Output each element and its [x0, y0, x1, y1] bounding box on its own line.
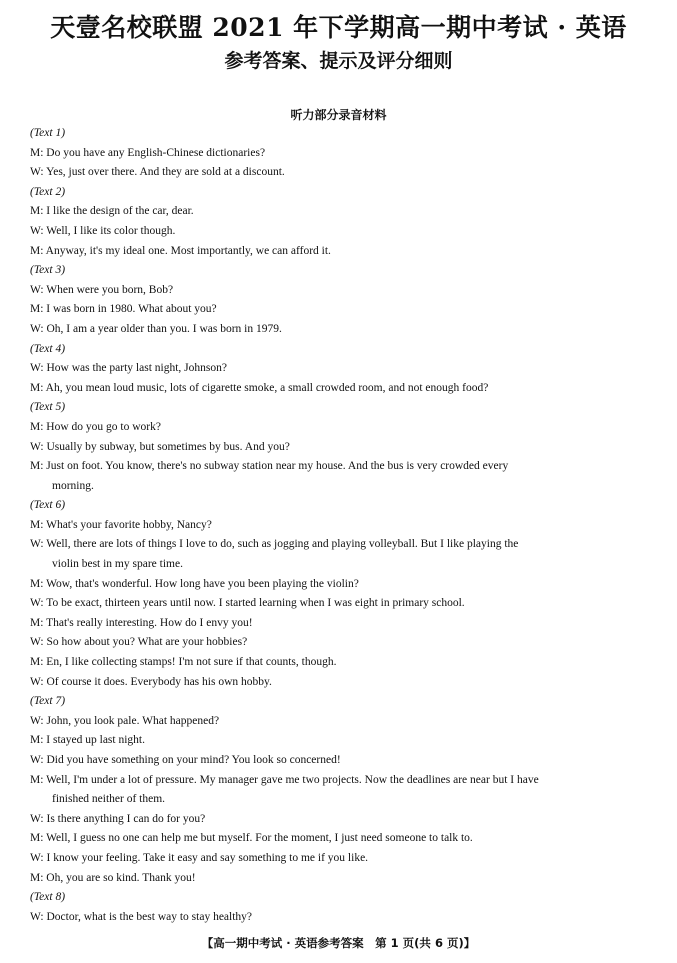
dialogue-line: W: Is there anything I can do for you? — [30, 812, 206, 825]
text-section-label: (Text 1) — [30, 127, 66, 139]
listening-transcript — [30, 124, 650, 927]
text-section-label: (Text 8) — [30, 891, 66, 904]
dialogue-line: M: Wow, that's wonderful. How long have you been playing the violin? — [30, 577, 359, 590]
dialogue-line: W: Yes, just over there. And they are sold at a discount. — [30, 166, 285, 179]
dialogue-line: W: Did you have something on your mind? You look so concerned! — [30, 754, 341, 766]
dialogue-line: W: Of course it does. Everybody has his own hobby. — [30, 675, 272, 688]
dialogue-line: M: Do you have any English-Chinese dictionaries? — [30, 146, 266, 159]
dialogue-line: M: That's really interesting. How do I envy you! — [30, 616, 253, 629]
dialogue-line: W: I know your feeling. Take it easy and say something to me if you like. — [30, 851, 369, 864]
dialogue-line: M: Well, I guess no one can help me but myself. For the moment, I just need someone to talk to. — [30, 832, 473, 845]
dialogue-line: M: I was born in 1980. What about you? — [30, 303, 217, 316]
dialogue-line: W: Well, I like its color though. — [30, 224, 176, 237]
text-section-label: (Text 7) — [30, 695, 66, 708]
dialogue-line: M: What's your favorite hobby, Nancy? — [30, 518, 212, 531]
text-section-label: (Text 5) — [30, 401, 66, 414]
text-section-label: (Text 2) — [30, 185, 66, 198]
dialogue-line: M: Ah, you mean loud music, lots of cigarette smoke, a small crowded room, and not enough food? — [30, 381, 489, 394]
dialogue-line: M: I like the design of the car, dear. — [30, 205, 194, 218]
dialogue-line-continuation: morning. — [52, 479, 94, 492]
dialogue-line: M: Anyway, it's my ideal one. Most importantly, we can afford it. — [30, 244, 331, 257]
dialogue-line: W: John, you look pale. What happened? — [30, 714, 220, 727]
dialogue-line: M: Oh, you are so kind. Thank you! — [30, 871, 196, 884]
page-footer: 【高一期中考试 · 英语参考答案 第 1 页(共 6 页)】 — [201, 936, 476, 950]
dialogue-line-continuation: violin best in my spare time. — [52, 558, 183, 571]
page-subtitle: 参考答案、提示及评分细则 — [224, 50, 453, 72]
page-title: 天壹名校联盟 2021 年下学期高一期中考试 · 英语 — [50, 13, 627, 42]
dialogue-line: M: En, I like collecting stamps! I'm not sure if that counts, though. — [30, 656, 337, 669]
dialogue-line: W: Doctor, what is the best way to stay healthy? — [30, 910, 253, 923]
dialogue-line: W: How was the party last night, Johnson? — [30, 362, 227, 375]
text-section-label: (Text 3) — [30, 264, 66, 277]
dialogue-line: W: So how about you? What are your hobbies? — [30, 636, 248, 649]
dialogue-line: M: I stayed up last night. — [30, 734, 145, 747]
dialogue-line: W: Well, there are lots of things I love to do, such as jogging and playing volleyball. But I like playing the — [30, 538, 519, 551]
dialogue-line: W: Usually by subway, but sometimes by bus. And you? — [30, 440, 290, 453]
section-heading: 听力部分录音材料 — [290, 108, 387, 122]
dialogue-line: W: Oh, I am a year older than you. I was born in 1979. — [30, 322, 282, 335]
dialogue-line-continuation: finished neither of them. — [52, 793, 166, 806]
text-section-label: (Text 6) — [30, 499, 66, 512]
dialogue-line: M: Well, I'm under a lot of pressure. My manager gave me two projects. Now the deadlines are near but I have — [30, 773, 539, 786]
dialogue-line: M: Just on foot. You know, there's no subway station near my house. And the bus is very crowded every — [30, 460, 509, 473]
dialogue-line: W: To be exact, thirteen years until now. I started learning when I was eight in primary school. — [30, 597, 465, 610]
dialogue-line: W: When were you born, Bob? — [30, 283, 174, 296]
text-section-label: (Text 4) — [30, 342, 66, 355]
dialogue-line: M: How do you go to work? — [30, 420, 161, 433]
